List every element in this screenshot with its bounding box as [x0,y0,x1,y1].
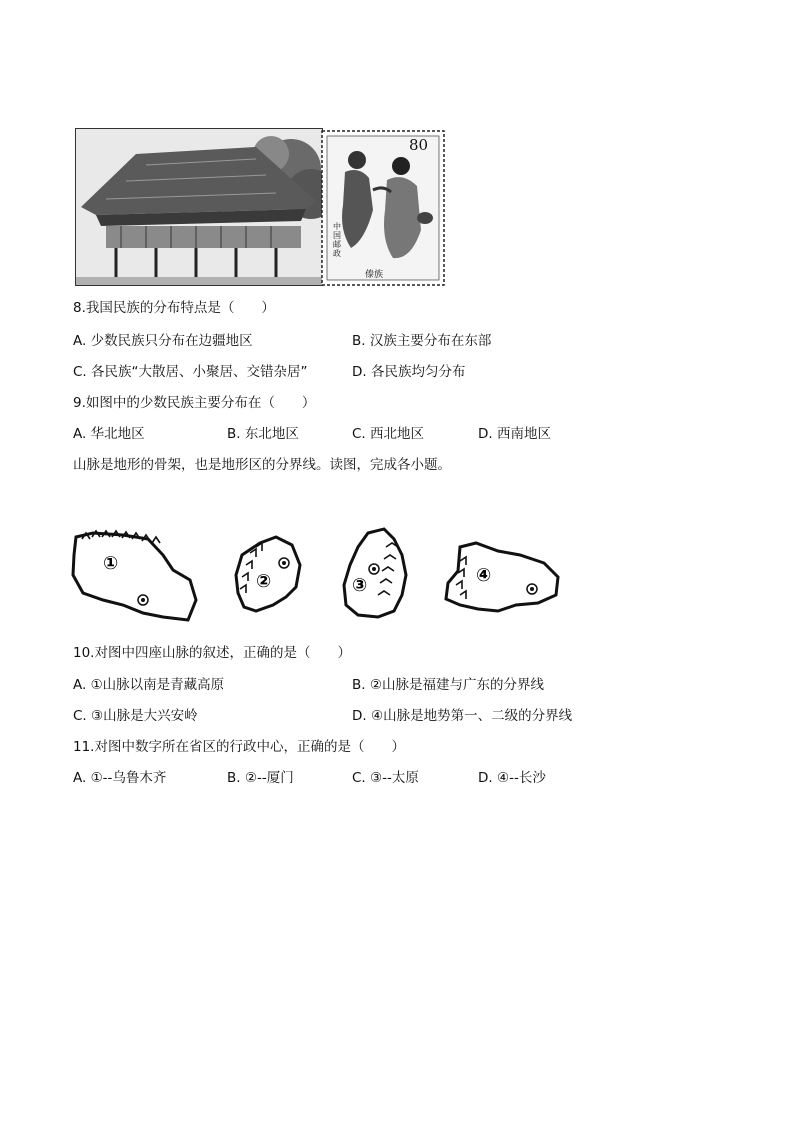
q11-option-a: A. ①--乌鲁木齐 [73,770,167,786]
province-map-1 [73,531,196,620]
q8-stem: 8.我国民族的分布特点是（ ） [73,300,275,316]
province-maps-svg [68,525,608,625]
stamp [321,130,445,286]
q9-option-b: B. 东北地区 [227,426,299,442]
map-label-3: ③ [352,575,368,596]
q10-option-b: B. ②山脉是福建与广东的分界线 [352,677,544,693]
q9-option-c: C. 西北地区 [352,426,425,442]
stilt-house-photo [75,128,323,286]
q11-option-d: D. ④--长沙 [478,770,546,786]
q8-option-a: A. 少数民族只分布在边疆地区 [73,333,253,349]
q10-option-a: A. ①山脉以南是青藏高原 [73,677,225,693]
province-map-4 [446,543,558,611]
q11-option-b: B. ②--厦门 [227,770,294,786]
stamp-value: 80 [409,136,429,154]
q8-option-d: D. 各民族均匀分布 [352,364,466,380]
q9-stem: 9.如图中的少数民族主要分布在（ ） [73,395,316,411]
province-maps-figure [68,525,608,625]
province-map-3 [344,529,406,617]
map-label-4: ④ [476,565,492,586]
map-label-2: ② [256,571,272,592]
q9-option-d: D. 西南地区 [478,426,551,442]
q8-option-c: C. 各民族“大散居、小聚居、交错杂居” [73,364,308,380]
q10-option-c: C. ③山脉是大兴安岭 [73,708,198,724]
map-label-1: ① [103,553,119,574]
q8-option-b: B. 汉族主要分布在东部 [352,333,492,349]
q11-option-c: C. ③--太原 [352,770,419,786]
q10-stem: 10.对图中四座山脉的叙述，正确的是（ ） [73,645,351,661]
stamp-caption: 傣族 [365,270,384,280]
q11-stem: 11.对图中数字所在省区的行政中心，正确的是（ ） [73,739,405,755]
q10-option-d: D. ④山脉是地势第一、二级的分界线 [352,708,573,724]
stamp-country: 中国邮政 [333,222,341,258]
q9-option-a: A. 华北地区 [73,426,145,442]
section-intro: 山脉是地形的骨架，也是地形区的分界线。读图，完成各小题。 [73,457,451,473]
